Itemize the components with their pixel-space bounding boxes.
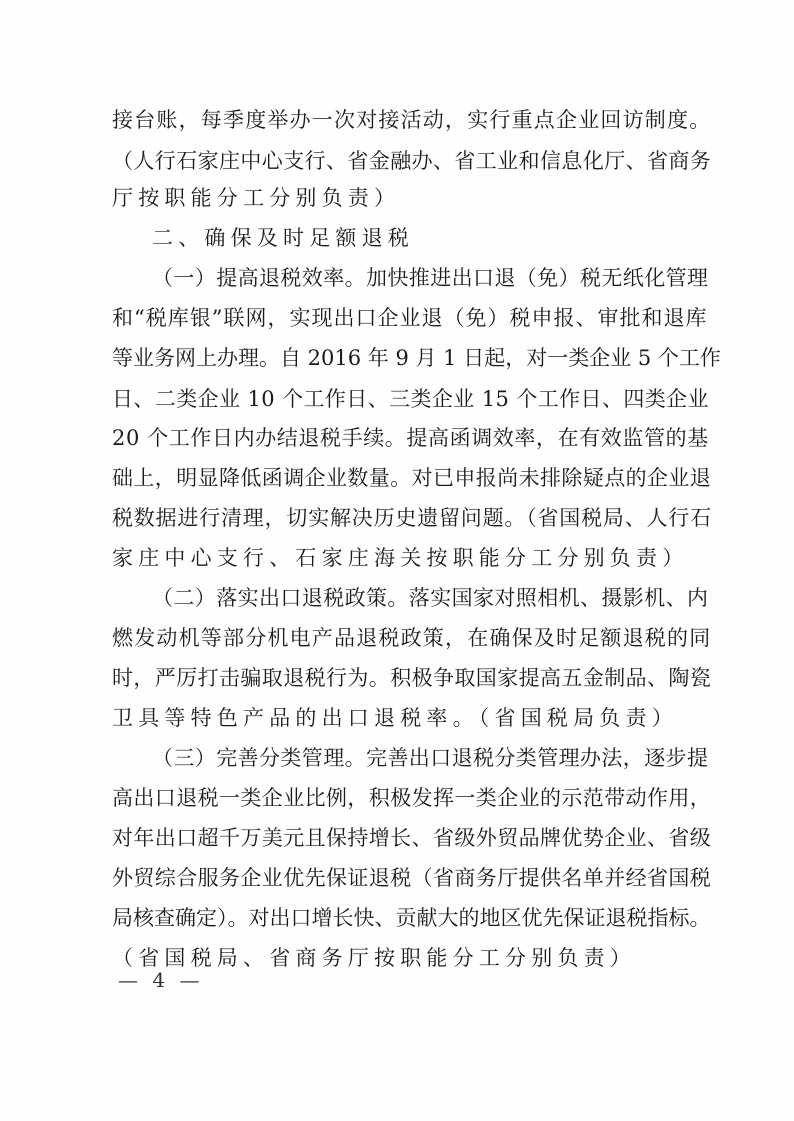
text-line-8: 日、二类企业 10 个工作日、三类企业 15 个工作日、四类企业 [112, 387, 709, 411]
text-line-22: （省国税局、省商务厅按职能分工分别负责） [112, 946, 636, 970]
text-line-9: 20 个工作日内办结退税手续。提高函调效率，在有效监管的基 [112, 426, 709, 450]
text-line-1: 接台账，每季度举办一次对接活动，实行重点企业回访制度。 [112, 108, 712, 132]
text-line-21: 局核查确定）。对出口增长快、贡献大的地区优先保证退税指标。 [112, 906, 711, 930]
text-line-12: 家庄中心支行、石家庄海关按职能分工分别负责） [112, 546, 689, 570]
text-line-10: 础上，明显降低函调企业数量。对已申报尚未排除疑点的企业退 [112, 466, 712, 490]
text-line-15: 时，严厉打击骗取退税行为。积极争取国家提高五金制品、陶瓷 [112, 666, 712, 690]
text-line-16: 卫具等特色产品的出口退税率。（省国税局负责） [112, 706, 678, 730]
text-line-2: （人行石家庄中心支行、省金融办、省工业和信息化厅、省商务 [112, 149, 712, 173]
text-line-14: 燃发动机等部分机电产品退税政策，在确保及时足额退税的同 [112, 626, 712, 650]
text-line-11: 税数据进行清理，切实解决历史遗留问题。（省国税局、人行石 [112, 506, 712, 530]
section-heading-2: 二、确保及时足额退税 [152, 226, 414, 250]
text-line-7: 等业务网上办理。自 2016 年 9 月 1 日起，对一类企业 5 个工作 [112, 346, 721, 370]
text-line-17: （三）完善分类管理。完善出口退税分类管理办法，逐步提 [152, 746, 709, 770]
text-line-3: 厅按职能分工分别负责） [112, 186, 401, 210]
page-number: — 4 — [118, 968, 204, 992]
text-line-20: 外贸综合服务企业优先保证退税（省商务厅提供名单并经省国税 [112, 866, 712, 890]
text-line-19: 对年出口超千万美元且保持增长、省级外贸品牌优势企业、省级 [112, 826, 712, 850]
text-line-6: 和“税库银”联网，实现出口企业退（免）税申报、审批和退库 [112, 306, 708, 330]
text-line-18: 高出口退税一类企业比例，积极发挥一类企业的示范带动作用， [112, 786, 712, 810]
text-line-5: （一）提高退税效率。加快推进出口退（免）税无纸化管理 [152, 266, 709, 290]
text-line-13: （二）落实出口退税政策。落实国家对照相机、摄影机、内 [152, 586, 709, 610]
